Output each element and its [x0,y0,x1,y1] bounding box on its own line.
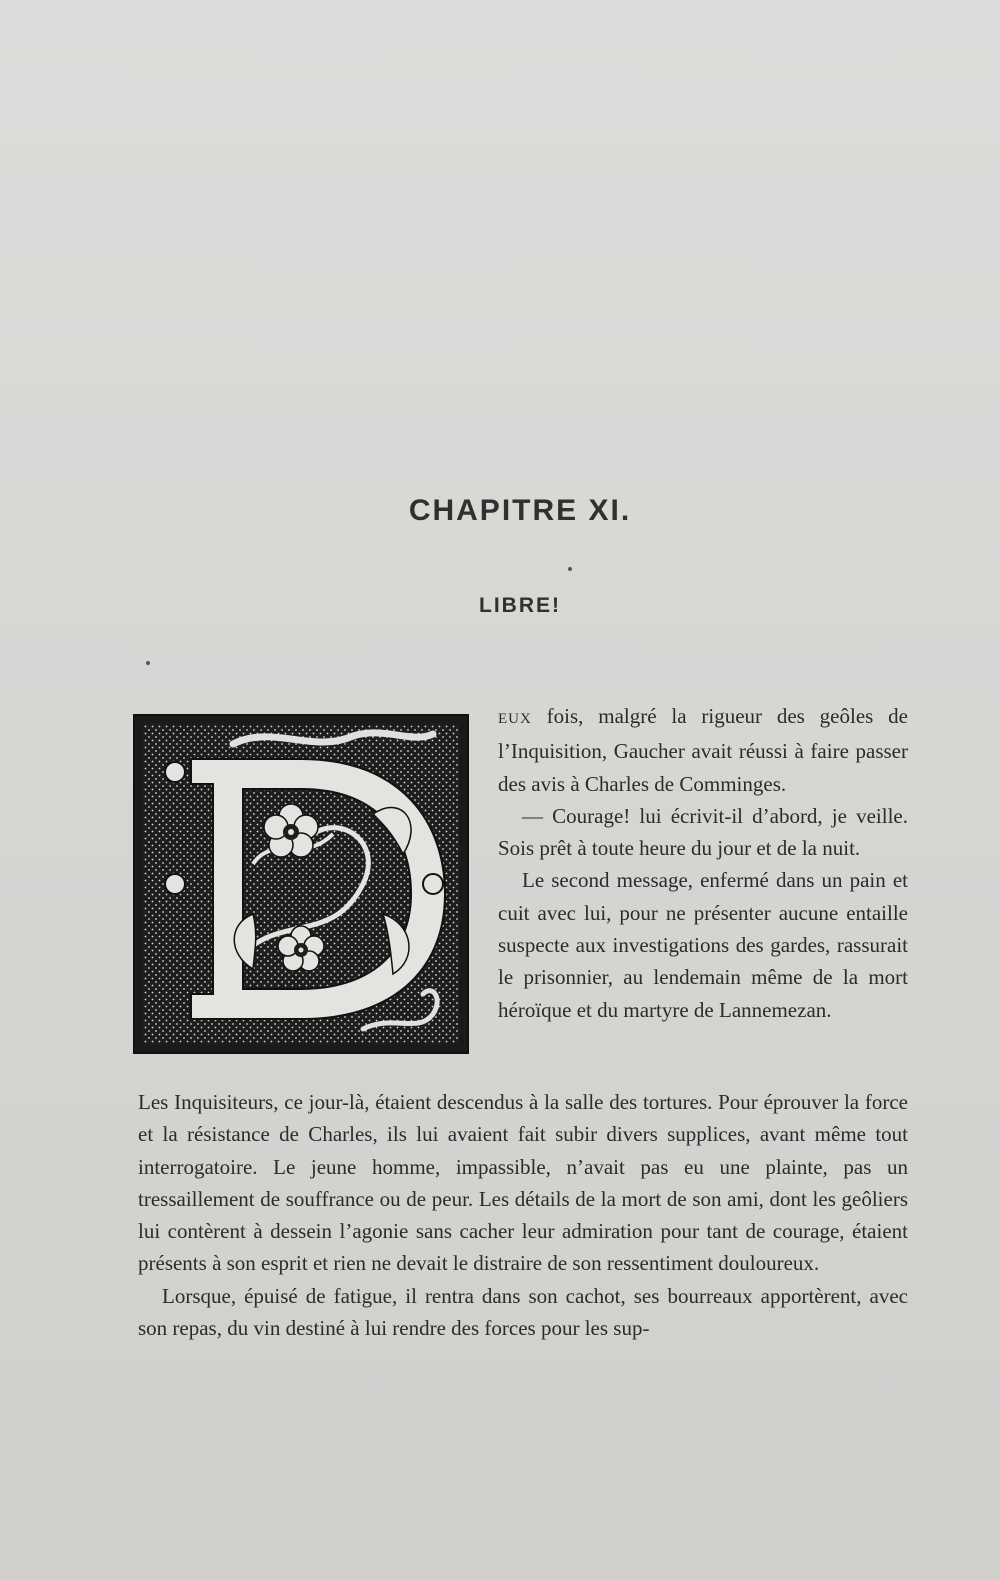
ornament-dot [146,661,150,665]
body-text [138,1086,908,1344]
lead-paragraphs [498,700,908,1026]
ornament-dot [568,567,572,571]
lead-paragraph-1 [498,700,908,800]
drop-cap-initial [133,714,469,1054]
lead-paragraph-1-text: fois, malgré la rigueur des geôles de l’Inquisition, Gaucher avait réussi à faire passer des avis à Charles de Comminges. [498,704,908,796]
body-paragraph-2: Lorsque, épuisé de fatigue, il rentra dans son cachot, ses bourreaux apportèrent, avec son repas, du vin destiné à lui rendre des forces pour les sup- [138,1283,908,1341]
lead-paragraph-3: Le second message, enfermé dans un pain et cuit avec lui, pour ne présenter aucune entaille suspecte aux investigations des gardes, rassurait le prisonnier, au lendemain même de la mort héroïque et du martyre de Lannemezan. [498,868,908,1022]
lead-paragraph-2: — Courage! lui écrivit-il d’abord, je veille. Sois prêt à toute heure du jour et de la nuit. [498,803,908,861]
body-paragraph-1: Les Inquisiteurs, ce jour-là, étaient descendus à la salle des tortures. Pour éprouver la force et la résistance de Charles, ils lui avaient fait subir divers supplices, avant même tout interrogatoire. Le jeune homme, impassible, n’avait pas eu une plainte, pas un tressaillement de souffrance ou de peur. Les détails de la mort de son ami, dont les geôliers lui contèrent à dessein l’agonie sans cacher leur admiration pour tant de courage, étaient présents à son esprit et rien ne devait le distraire de son ressentiment douloureux. [138,1090,908,1276]
drop-cap-continuation: EUX [498,711,532,727]
chapter-title: CHAPITRE XI. [408,494,632,527]
section-title: LIBRE! [479,594,561,617]
